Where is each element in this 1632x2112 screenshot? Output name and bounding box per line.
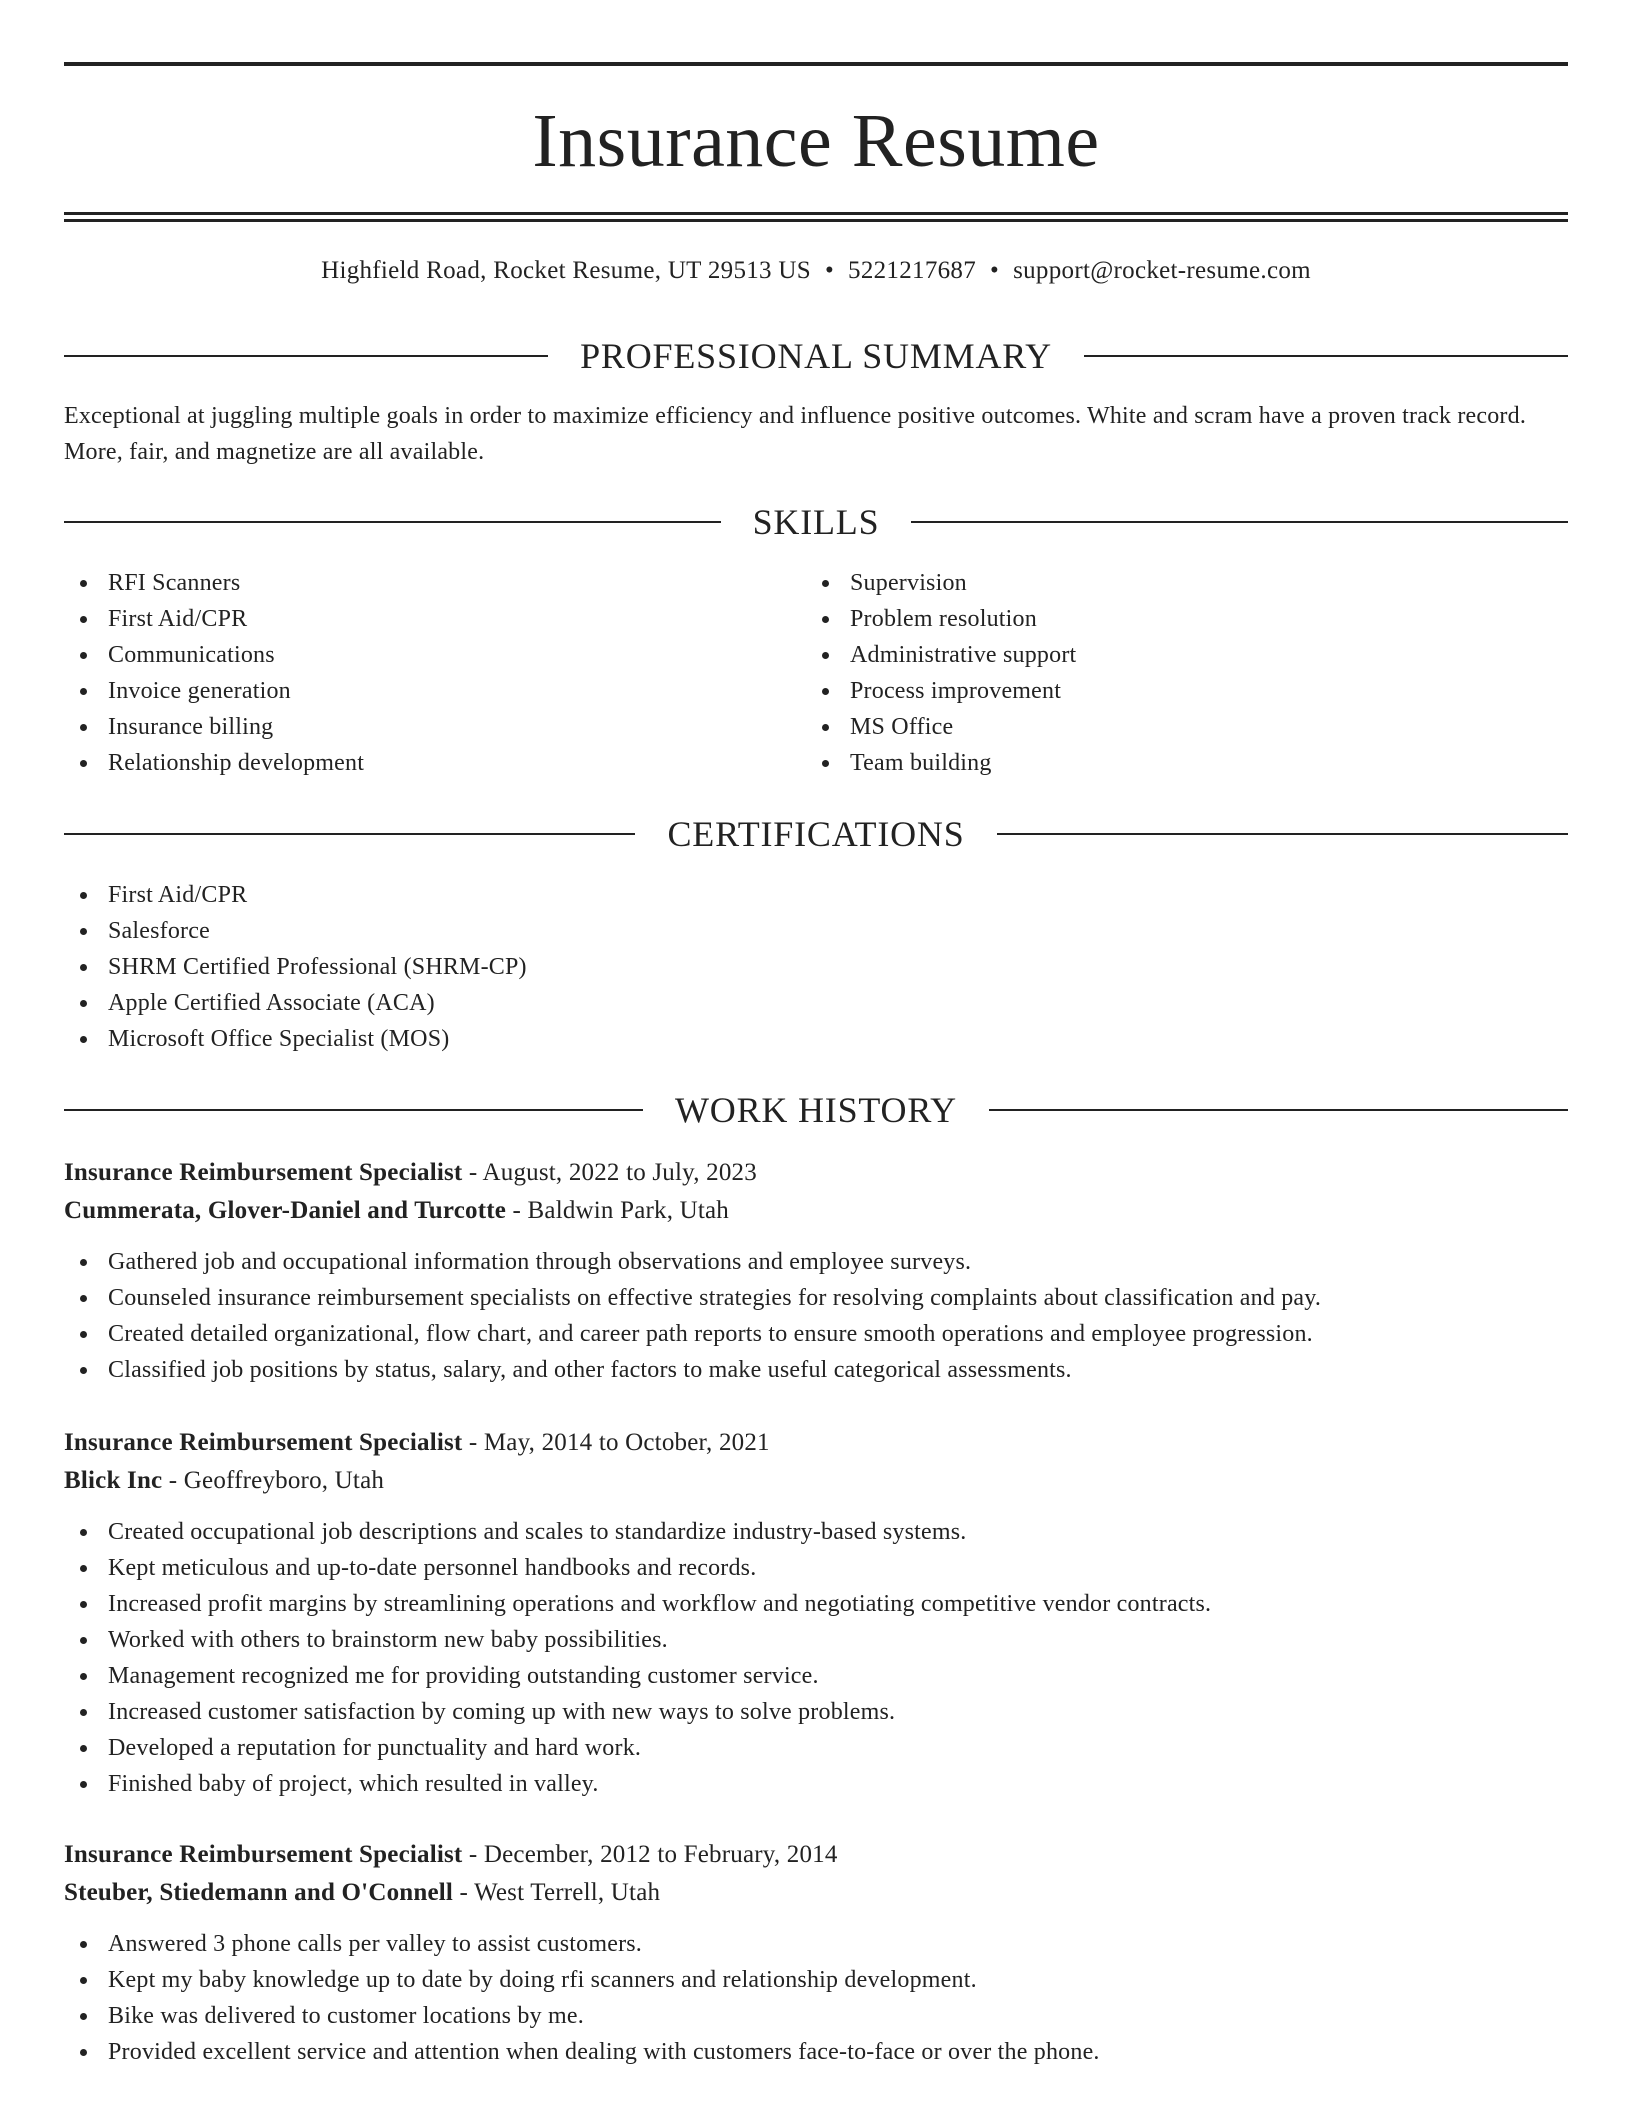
- skills-list-right: [806, 565, 1546, 781]
- title-double-rule: [64, 212, 1568, 222]
- job-duties-list: [64, 1926, 1568, 2070]
- job-duty: Finished baby of project, which resulted in valley.: [64, 1766, 1568, 1802]
- skill-item: RFI Scanners: [64, 565, 804, 601]
- job-company: Cummerata, Glover-Daniel and Turcotte: [64, 1197, 507, 1224]
- job-duty: Gathered job and occupational information through observations and employee surveys.: [64, 1244, 1568, 1280]
- skills-list-left: [64, 565, 804, 781]
- job-location: - West Terrell, Utah: [453, 1879, 661, 1906]
- certification-item: Salesforce: [64, 913, 1064, 949]
- heading-rule-left: [64, 355, 548, 357]
- certifications-heading: [64, 814, 1568, 854]
- job-duty: Classified job positions by status, salary, and other factors to make useful categorical assessments.: [64, 1352, 1568, 1388]
- certification-item: Microsoft Office Specialist (MOS): [64, 1021, 1064, 1057]
- job-duty: Increased profit margins by streamlining operations and workflow and negotiating competitive vendor contracts.: [64, 1586, 1568, 1622]
- job-duties-list: [64, 1514, 1568, 1802]
- job-company-line: [64, 1874, 1568, 1912]
- skill-item: Problem resolution: [806, 601, 1546, 637]
- contact-separator: •: [824, 257, 835, 284]
- summary-text: Exceptional at juggling multiple goals in order to maximize efficiency and influence positive outcomes. White and scram have a proven track record. More, fair, and magnetize are all available.: [64, 403, 1527, 465]
- contact-address: Highfield Road, Rocket Resume, UT 29513 US: [321, 257, 811, 284]
- job-entry: [64, 1424, 1568, 1802]
- skill-item: MS Office: [806, 709, 1546, 745]
- job-dates: - December, 2012 to February, 2014: [462, 1841, 838, 1868]
- job-duty: Kept meticulous and up-to-date personnel handbooks and records.: [64, 1550, 1568, 1586]
- job-title-line: [64, 1424, 1568, 1462]
- contact-email: support@rocket-resume.com: [1013, 257, 1311, 284]
- contact-separator: •: [990, 257, 1000, 284]
- heading-rule-right: [989, 1109, 1568, 1111]
- heading-rule-left: [64, 833, 635, 835]
- job-company-line: [64, 1192, 1568, 1230]
- skill-item: Process improvement: [806, 673, 1546, 709]
- job-title: Insurance Reimbursement Specialist: [64, 1159, 463, 1186]
- summary-heading: [64, 336, 1568, 376]
- job-location: - Baldwin Park, Utah: [506, 1197, 730, 1224]
- title-top-rule: [64, 62, 1568, 66]
- job-duty: Provided excellent service and attention when dealing with customers face-to-face or over the phone.: [64, 2034, 1568, 2070]
- skill-item: Relationship development: [64, 745, 804, 781]
- job-dates: - August, 2022 to July, 2023: [462, 1159, 757, 1186]
- job-duty: Created detailed organizational, flow chart, and career path reports to ensure smooth operations and employee progression.: [64, 1316, 1568, 1352]
- job-duty: Increased customer satisfaction by coming up with new ways to solve problems.: [64, 1694, 1568, 1730]
- work-history-heading: [64, 1090, 1568, 1130]
- job-company-line: [64, 1462, 1568, 1500]
- work-history-heading-label: WORK HISTORY: [675, 1090, 957, 1130]
- contact-line: [64, 256, 1568, 286]
- heading-rule-left: [64, 1109, 643, 1111]
- job-duty: Counseled insurance reimbursement specialists on effective strategies for resolving complaints about classification and pay.: [64, 1280, 1568, 1316]
- certification-item: SHRM Certified Professional (SHRM-CP): [64, 949, 1064, 985]
- certifications-heading-label: CERTIFICATIONS: [667, 814, 965, 854]
- skills-heading-label: SKILLS: [752, 502, 880, 542]
- certification-item: First Aid/CPR: [64, 877, 1064, 913]
- skill-item: Insurance billing: [64, 709, 804, 745]
- heading-rule-right: [997, 833, 1568, 835]
- job-duty: Created occupational job descriptions and scales to standardize industry-based systems.: [64, 1514, 1568, 1550]
- skill-item: Supervision: [806, 565, 1546, 601]
- job-entry: [64, 1836, 1568, 2070]
- job-entry: [64, 1154, 1568, 1388]
- heading-rule-left: [64, 521, 721, 523]
- skill-item: Team building: [806, 745, 1546, 781]
- job-company: Steuber, Stiedemann and O'Connell: [64, 1879, 454, 1906]
- job-location: - Geoffreyboro, Utah: [162, 1467, 385, 1494]
- job-title: Insurance Reimbursement Specialist: [64, 1841, 463, 1868]
- job-duty: Management recognized me for providing outstanding customer service.: [64, 1658, 1568, 1694]
- job-duties-list: [64, 1244, 1568, 1388]
- heading-rule-right: [1084, 355, 1568, 357]
- job-duty: Kept my baby knowledge up to date by doing rfi scanners and relationship development.: [64, 1962, 1568, 1998]
- job-title: Insurance Reimbursement Specialist: [64, 1429, 463, 1456]
- skills-heading: [64, 502, 1568, 542]
- job-duty: Developed a reputation for punctuality and hard work.: [64, 1730, 1568, 1766]
- skill-item: Administrative support: [806, 637, 1546, 673]
- job-company: Blick Inc: [64, 1467, 163, 1494]
- job-dates: - May, 2014 to October, 2021: [462, 1429, 770, 1456]
- certifications-list: [64, 877, 1064, 1057]
- heading-rule-right: [911, 521, 1568, 523]
- skill-item: First Aid/CPR: [64, 601, 804, 637]
- job-duty: Bike was delivered to customer locations by me.: [64, 1998, 1568, 2034]
- summary-heading-label: PROFESSIONAL SUMMARY: [580, 336, 1052, 376]
- job-duty: Answered 3 phone calls per valley to assist customers.: [64, 1926, 1568, 1962]
- job-duty: Worked with others to brainstorm new baby possibilities.: [64, 1622, 1568, 1658]
- skill-item: Communications: [64, 637, 804, 673]
- job-title-line: [64, 1154, 1568, 1192]
- document-title: Insurance Resume: [532, 99, 1100, 183]
- title-block: [64, 62, 1568, 222]
- skill-item: Invoice generation: [64, 673, 804, 709]
- contact-phone: 5221217687: [848, 257, 977, 284]
- certification-item: Apple Certified Associate (ACA): [64, 985, 1064, 1021]
- job-title-line: [64, 1836, 1568, 1874]
